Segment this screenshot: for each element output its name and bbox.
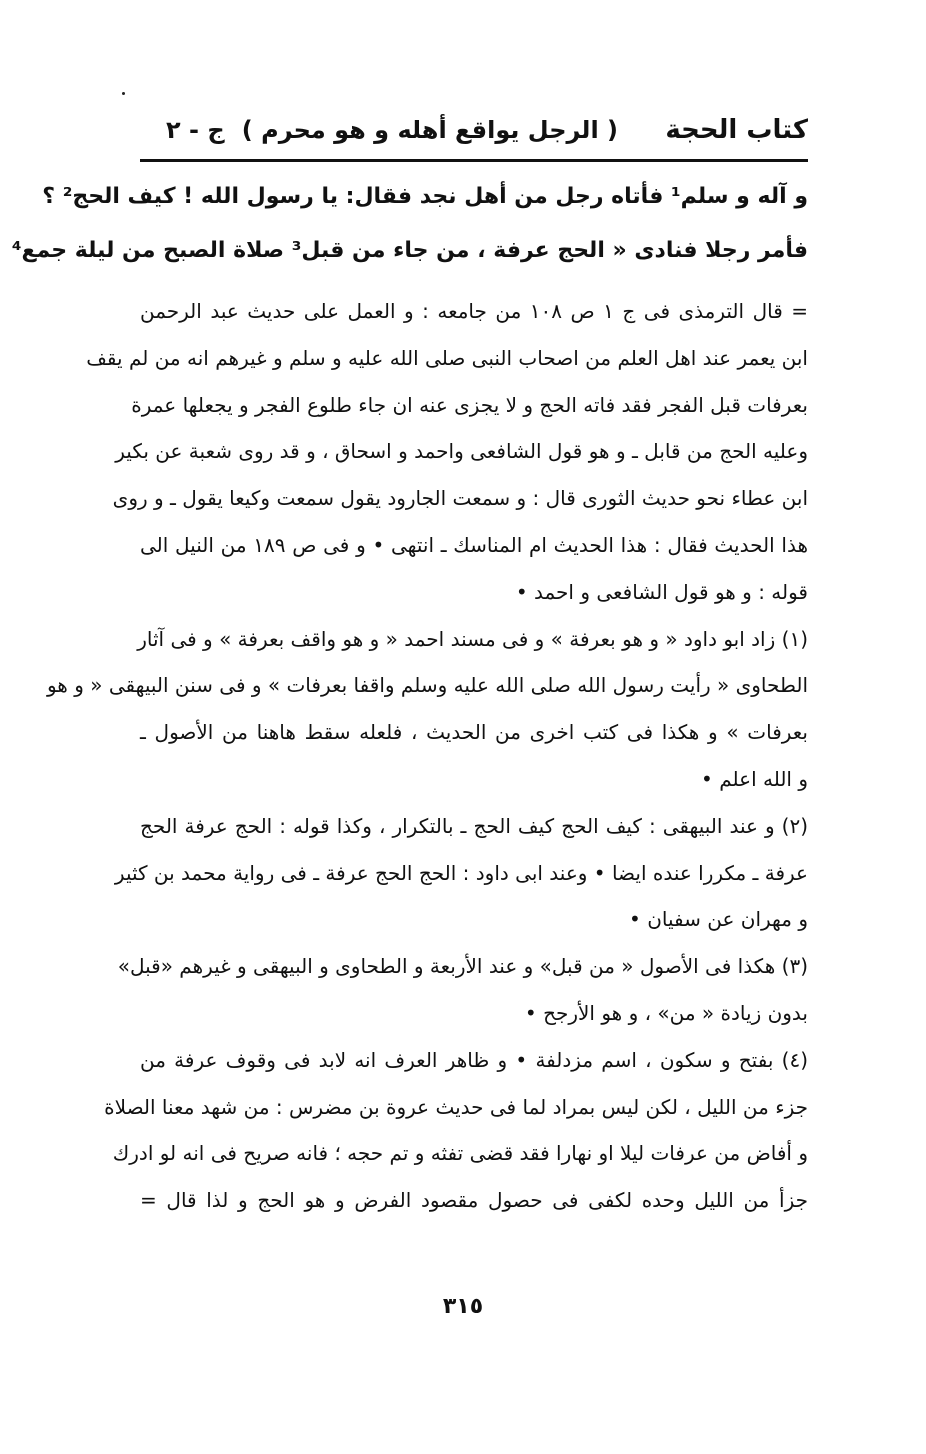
footnote-line: الطحاوى « رأيت رسول الله صلى الله عليه وسلم واقفا بعرفات » و فى سنن البيهقى « و هو xyxy=(46,673,808,698)
footnote-line: بعرفات قبل الفجر فقد فاته الحج و لا يجزى عنه ان جاء طلوع الفجر و يجعلها عمرة xyxy=(131,392,808,417)
page-number: ٣١٥ xyxy=(442,1294,484,1319)
book-title: كتاب الحجة xyxy=(665,115,808,145)
main-line: فأمر رجلا فنادى « الحج عرفة ، من جاء من قبل³ صلاة الصبح من ليلة جمع⁴ xyxy=(11,238,808,263)
chapter-title: ( الرجل يواقع أهله و هو محرم ) xyxy=(241,116,618,144)
footnote-line: هذا الحديث فقال : هذا الحديث ام المناسك ـ انتهى • و فى ص ١٨٩ من النيل الى xyxy=(140,532,808,557)
running-header xyxy=(140,108,808,152)
footnote-line: (٣) هكذا فى الأصول « من قبل» و عند الأربعة و الطحاوى و البيهقى و غيرهم «قبل» xyxy=(117,954,808,979)
header-rule xyxy=(140,159,808,162)
footnote-line: (٢) و عند البيهقى : كيف الحج كيف الحج ـ بالتكرار ، وكذا قوله : الحج عرفة الحج xyxy=(140,813,808,838)
footnote-line: = قال الترمذى فى ج ١ ص ١٠٨ من جامعه : و العمل على حديث عبد الرحمن xyxy=(140,299,808,323)
footnote-line: ابن يعمر عند اهل العلم من اصحاب النبى صلى الله عليه و سلم و غيرهم انه من لم يقف xyxy=(86,345,808,370)
footnote-line: و مهران عن سفيان • xyxy=(629,907,808,932)
footnote-line: ابن عطاء نحو حديث الثورى قال : و سمعت الجارود يقول سمعت وكيعا يقول ـ و روى xyxy=(112,486,808,511)
footnote-line: و أفاض من عرفات ليلا او نهارا فقد قضى تفثه و تم حجه ؛ فانه صريح فى انه لو ادرك xyxy=(112,1141,808,1166)
footnote-line: بعرفات » و هكذا فى كتب اخرى من الحديث ، فلعله سقط هاهنا من الأصول ـ xyxy=(140,720,808,745)
footnote-line: (١) زاد ابو داود « و هو بعرفة » و فى مسند احمد « و هو واقف بعرفة » و فى آثار xyxy=(137,626,808,651)
footnote-line: قوله : و هو قول الشافعى و احمد • xyxy=(515,579,808,604)
footnote-line: بدون زيادة « من» ، و هو الأرجح • xyxy=(524,1000,808,1025)
main-line: و آله و سلم¹ فأتاه رجل من أهل نجد فقال: يا رسول الله ! كيف الحج² ؟ xyxy=(42,184,808,209)
footnote-line: عرفة ـ مكررا عنده ايضا • وعند ابى داود : الحج الحج عرفة ـ فى رواية محمد بن كثير xyxy=(114,860,808,885)
footnote-line: (٤) بفتح و سكون ، اسم مزدلفة • و ظاهر العرف انه لابد فى وقوف عرفة من xyxy=(140,1047,808,1072)
footnote-line: جزء من الليل ، لكن ليس بمراد لما فى حديث عروة بن مضرس : من شهد معنا الصلاة xyxy=(104,1094,808,1119)
footnote-line: جزأ من الليل وحده لكفى فى حصول مقصود الفرض و هو الحج و لذا قال = xyxy=(140,1188,808,1213)
footnotes xyxy=(46,288,808,1224)
volume-number: ج - ٢ xyxy=(166,116,225,144)
footnote-line: و الله اعلم • xyxy=(701,766,808,791)
stray-mark xyxy=(122,92,125,95)
footnote-line: وعليه الحج من قابل ـ و هو قول الشافعى واحمد و اسحاق ، و قد روى شعبة عن بكير xyxy=(115,439,808,464)
main-text xyxy=(11,170,808,278)
